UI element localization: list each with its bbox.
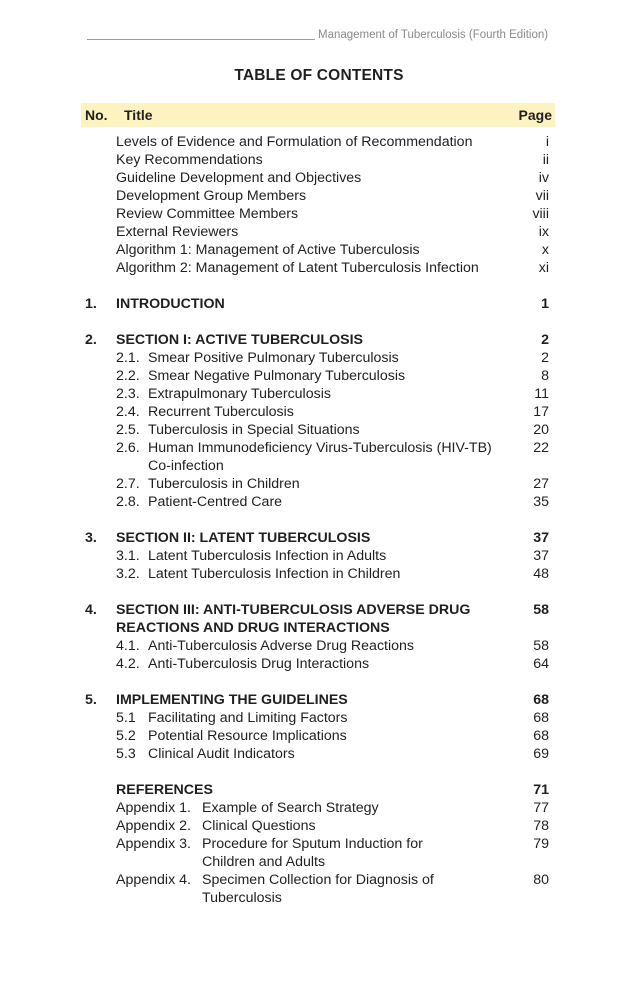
toc-subsection-number: 4.1. xyxy=(116,638,140,654)
toc-row xyxy=(0,619,638,637)
toc-page-number: viii xyxy=(532,206,549,222)
toc-entry-title: Facilitating and Limiting Factors xyxy=(148,710,348,726)
toc-page-number: 68 xyxy=(533,728,549,744)
toc-page-number: 78 xyxy=(533,818,549,834)
toc-entry-title: Tuberculosis in Children xyxy=(148,476,300,492)
toc-page-number: xi xyxy=(538,260,549,276)
toc-row xyxy=(0,709,638,727)
toc-row xyxy=(0,601,638,619)
toc-entry-title: Clinical Audit Indicators xyxy=(148,746,295,762)
toc-entry-title: Algorithm 1: Management of Active Tuberculosis xyxy=(116,242,420,258)
column-header-band xyxy=(81,103,555,127)
toc-subsection-number: 2.8. xyxy=(116,494,140,510)
toc-subsection-number: 4.2. xyxy=(116,656,140,672)
toc-subsection-number: 2.7. xyxy=(116,476,140,492)
toc-row xyxy=(0,457,638,475)
toc-page-number: 27 xyxy=(533,476,549,492)
toc-row xyxy=(0,439,638,457)
toc-page-number: vii xyxy=(535,188,549,204)
toc-subsection-number: 2.5. xyxy=(116,422,140,438)
toc-row xyxy=(0,835,638,853)
toc-page-number: 1 xyxy=(541,296,549,312)
toc-row xyxy=(0,259,638,277)
toc-page-number: x xyxy=(541,242,549,258)
page-title: TABLE OF CONTENTS xyxy=(234,67,404,84)
toc-page-number: i xyxy=(545,134,549,150)
toc-subsection-number: 3.1. xyxy=(116,548,140,564)
toc-subsection-number: 2.2. xyxy=(116,368,140,384)
toc-entry-title: Patient-Centred Care xyxy=(148,494,283,510)
toc-row xyxy=(0,727,638,745)
toc-entry-title: Key Recommendations xyxy=(116,152,263,168)
toc-page-number: 2 xyxy=(541,332,549,348)
toc-row xyxy=(0,691,638,709)
toc-entry-title: Algorithm 2: Management of Latent Tuberculosis Infection xyxy=(116,260,479,276)
toc-page-number: 58 xyxy=(533,602,549,618)
toc-entry-title: Human Immunodeficiency Virus-Tuberculosis (HIV-TB) xyxy=(148,440,492,456)
toc-section-number: 4. xyxy=(85,602,97,618)
toc-row xyxy=(0,817,638,835)
toc-row xyxy=(0,205,638,223)
toc-section-number: 5. xyxy=(85,692,97,708)
toc-row xyxy=(0,655,638,673)
toc-row xyxy=(0,853,638,871)
column-page-header: Page xyxy=(518,107,552,123)
toc-entry-title: Specimen Collection for Diagnosis of xyxy=(202,872,434,888)
toc-entry-title: IMPLEMENTING THE GUIDELINES xyxy=(116,692,348,708)
toc-entry-title: SECTION II: LATENT TUBERCULOSIS xyxy=(116,530,371,546)
toc-entry-title: SECTION I: ACTIVE TUBERCULOSIS xyxy=(116,332,363,348)
toc-row xyxy=(0,403,638,421)
toc-row xyxy=(0,529,638,547)
toc-subsection-number: 2.3. xyxy=(116,386,140,402)
toc-page-number: 79 xyxy=(533,836,549,852)
toc-subsection-number: 2.6. xyxy=(116,440,140,456)
toc-entry-title: Recurrent Tuberculosis xyxy=(148,404,294,420)
toc-entry-title: External Reviewers xyxy=(116,224,239,240)
toc-section-number: 3. xyxy=(85,530,97,546)
toc-appendix-label: Appendix 2. xyxy=(116,818,191,834)
toc-appendix-label: Appendix 1. xyxy=(116,800,191,816)
running-header: Management of Tuberculosis (Fourth Edition) xyxy=(318,29,549,41)
toc-page-number: 8 xyxy=(541,368,549,384)
toc-page-number: iv xyxy=(538,170,549,186)
toc-page-number: 37 xyxy=(533,548,549,564)
toc-page-number: 71 xyxy=(533,782,549,798)
toc-appendix-label: Appendix 3. xyxy=(116,836,191,852)
toc-entry-title: Review Committee Members xyxy=(116,206,299,222)
toc-row xyxy=(0,295,638,313)
toc-entry-title: INTRODUCTION xyxy=(116,296,225,312)
toc-row xyxy=(0,799,638,817)
toc-page-number: 22 xyxy=(533,440,549,456)
toc-entry-title: Co-infection xyxy=(148,458,224,474)
toc-subsection-number: 3.2. xyxy=(116,566,140,582)
toc-row xyxy=(0,367,638,385)
toc-page-number: 20 xyxy=(533,422,549,438)
toc-entry-title: REACTIONS AND DRUG INTERACTIONS xyxy=(116,620,390,636)
toc-page-number: 68 xyxy=(533,710,549,726)
toc-row xyxy=(0,187,638,205)
toc-row xyxy=(0,169,638,187)
toc-row xyxy=(0,331,638,349)
toc-row xyxy=(0,421,638,439)
toc-page-number: 80 xyxy=(533,872,549,888)
toc-page-number: ix xyxy=(538,224,549,240)
toc-page-number: ii xyxy=(542,152,549,168)
toc-subsection-number: 5.3 xyxy=(116,746,136,762)
toc-row xyxy=(0,475,638,493)
toc-entry-title: Latent Tuberculosis Infection in Adults xyxy=(148,548,387,564)
toc-row xyxy=(0,565,638,583)
toc-page-number: 2 xyxy=(541,350,549,366)
toc-entry-title: Tuberculosis xyxy=(202,890,282,906)
toc-page-number: 77 xyxy=(533,800,549,816)
toc-row xyxy=(0,889,638,907)
toc-row xyxy=(0,781,638,799)
toc-subsection-number: 2.4. xyxy=(116,404,140,420)
toc-entry-title: Tuberculosis in Special Situations xyxy=(148,422,360,438)
column-title-header: Title xyxy=(124,107,153,123)
toc-subsection-number: 5.2 xyxy=(116,728,136,744)
toc-row xyxy=(0,241,638,259)
toc-section-number: 1. xyxy=(85,296,97,312)
toc-list xyxy=(0,133,638,907)
toc-entry-title: Guideline Development and Objectives xyxy=(116,170,362,186)
toc-entry-title: Clinical Questions xyxy=(202,818,316,834)
toc-entry-title: Procedure for Sputum Induction for xyxy=(202,836,423,852)
toc-entry-title: Smear Positive Pulmonary Tuberculosis xyxy=(148,350,399,366)
toc-row xyxy=(0,637,638,655)
toc-entry-title: SECTION III: ANTI-TUBERCULOSIS ADVERSE DRUG xyxy=(116,602,471,618)
toc-page-number: 68 xyxy=(533,692,549,708)
toc-entry-title: Latent Tuberculosis Infection in Children xyxy=(148,566,401,582)
toc-page-number: 64 xyxy=(533,656,549,672)
toc-appendix-label: Appendix 4. xyxy=(116,872,191,888)
toc-entry-title: Anti-Tuberculosis Adverse Drug Reactions xyxy=(148,638,415,654)
header-rule xyxy=(87,39,315,40)
toc-section-number: 2. xyxy=(85,332,97,348)
toc-page-number: 17 xyxy=(533,404,549,420)
toc-page-number: 48 xyxy=(533,566,549,582)
toc-subsection-number: 2.1. xyxy=(116,350,140,366)
toc-page-number: 35 xyxy=(533,494,549,510)
toc-entry-title: Example of Search Strategy xyxy=(202,800,379,816)
toc-entry-title: Development Group Members xyxy=(116,188,307,204)
toc-entry-title: REFERENCES xyxy=(116,782,213,798)
toc-page-number: 69 xyxy=(533,746,549,762)
toc-row xyxy=(0,493,638,511)
column-no-header: No. xyxy=(85,107,108,123)
toc-page-number: 58 xyxy=(533,638,549,654)
toc-row xyxy=(0,223,638,241)
toc-entry-title: Potential Resource Implications xyxy=(148,728,347,744)
toc-row xyxy=(0,133,638,151)
toc-entry-title: Children and Adults xyxy=(202,854,326,870)
toc-row xyxy=(0,385,638,403)
toc-row xyxy=(0,745,638,763)
toc-entry-title: Extrapulmonary Tuberculosis xyxy=(148,386,331,402)
toc-subsection-number: 5.1 xyxy=(116,710,136,726)
toc-page-number: 37 xyxy=(533,530,549,546)
toc-row xyxy=(0,151,638,169)
toc-entry-title: Anti-Tuberculosis Drug Interactions xyxy=(148,656,370,672)
toc-entry-title: Smear Negative Pulmonary Tuberculosis xyxy=(148,368,406,384)
toc-row xyxy=(0,547,638,565)
toc-page-number: 11 xyxy=(534,386,549,402)
toc-row xyxy=(0,349,638,367)
toc-row xyxy=(0,871,638,889)
toc-entry-title: Levels of Evidence and Formulation of Recommendation xyxy=(116,134,473,150)
